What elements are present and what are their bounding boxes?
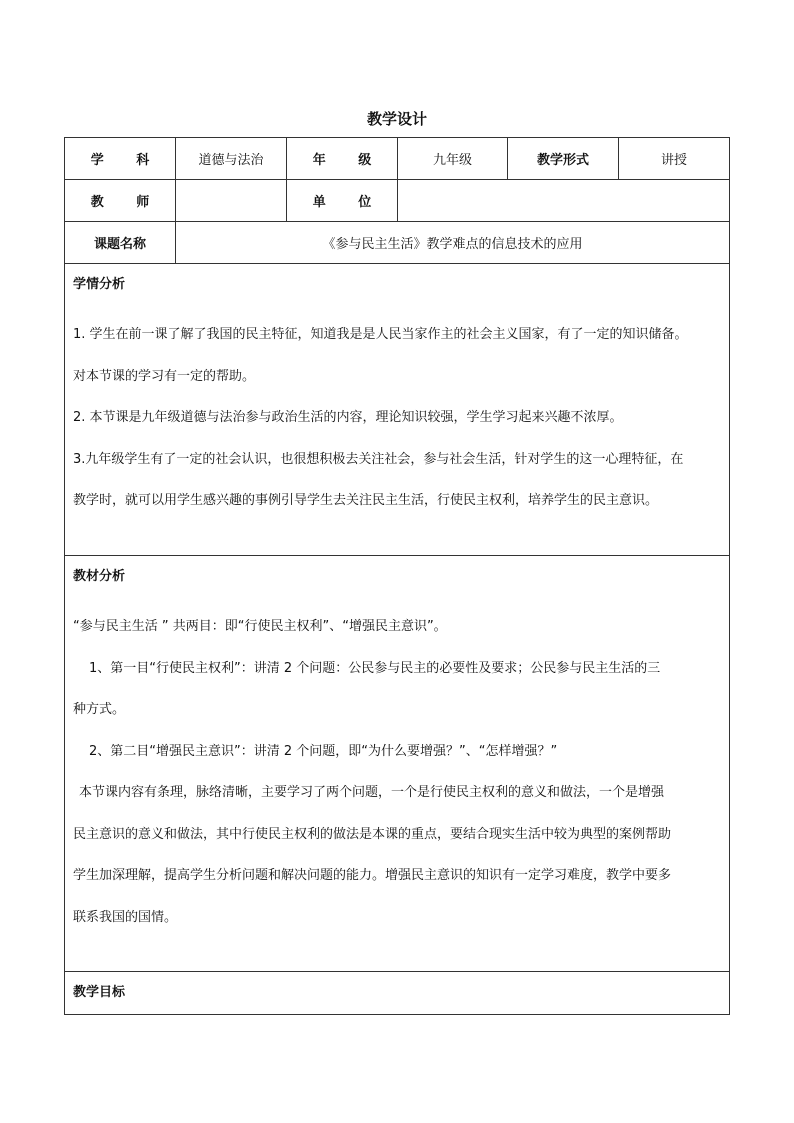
- learner-analysis-section: [65, 264, 730, 556]
- subject-value: 道德与法治: [176, 138, 287, 180]
- table-row-subject: [65, 138, 730, 180]
- teaching-form-value: 讲授: [619, 138, 730, 180]
- subject-label: 学 科: [65, 138, 176, 180]
- topic-label: 课题名称: [65, 222, 176, 264]
- document-title: 教学设计: [366, 110, 427, 128]
- table-row-teaching-goals: [65, 972, 730, 1015]
- material-analysis-line: 联系我国的国情。: [73, 909, 178, 925]
- learner-analysis-heading: 学情分析: [73, 277, 126, 292]
- learner-analysis-line: 对本节课的学习有一定的帮助。: [73, 368, 256, 384]
- material-analysis-line: 1、第一目“行使民主权利”：讲清 2 个问题：公民参与民主的必要性及要求；公民参与民主生活的三: [89, 660, 661, 676]
- material-analysis-heading: 教材分析: [73, 569, 126, 584]
- teacher-label: 教 师: [65, 180, 176, 222]
- material-analysis-line: 本节课内容有条理，脉络清晰，主要学习了两个问题，一个是行使民主权利的意义和做法，一个是增强: [79, 785, 665, 800]
- learner-analysis-line: 2. 本节课是九年级道德与法治参与政治生活的内容，理论知识较强，学生学习起来兴趣不浓厚。: [73, 410, 623, 425]
- teacher-value: [176, 180, 287, 222]
- material-analysis-line: 2、第二目“增强民主意识”：讲清 2 个问题，即“为什么要增强？”、“怎样增强？”: [89, 743, 558, 759]
- teaching-goals-section: [65, 972, 730, 1015]
- material-analysis-line: 种方式。: [73, 702, 126, 717]
- learner-analysis-line: 教学时，就可以用学生感兴趣的事例引导学生去关注民主生活，行使民主权利，培养学生的民主意识。: [73, 493, 659, 508]
- material-analysis-line: “参与民主生活 ” 共两目：即“行使民主权利”、“增强民主意识”。: [73, 619, 447, 634]
- material-analysis-section: [65, 556, 730, 972]
- grade-label: 年 级: [287, 138, 398, 180]
- unit-label: 单 位: [287, 180, 398, 222]
- table-row-material-analysis: [65, 556, 730, 972]
- teaching-form-label: 教学形式: [508, 138, 619, 180]
- teaching-goals-heading: 教学目标: [73, 985, 126, 1000]
- grade-value: 九年级: [398, 138, 508, 180]
- table-row-learner-analysis: [65, 264, 730, 556]
- table-row-teacher: [65, 180, 730, 222]
- material-analysis-line: 民主意识的意义和做法，其中行使民主权利的做法是本课的重点，要结合现实生活中较为典型的案例帮助: [73, 826, 672, 842]
- learner-analysis-line: 1. 学生在前一课了解了我国的民主特征，知道我是是人民当家作主的社会主义国家，有了一定的知识储备。: [73, 327, 688, 342]
- unit-value: [398, 180, 730, 222]
- topic-value: 《参与民主生活》教学难点的信息技术的应用: [176, 222, 730, 264]
- material-analysis-line: 学生加深理解，提高学生分析问题和解决问题的能力。增强民主意识的知识有一定学习难度，教学中要多: [73, 868, 672, 883]
- lesson-design-table: [64, 137, 730, 1015]
- learner-analysis-line: 3.九年级学生有了一定的社会认识，也很想积极去关注社会，参与社会生活，针对学生的这一心理特征，在: [73, 451, 684, 467]
- table-row-topic: [65, 222, 730, 264]
